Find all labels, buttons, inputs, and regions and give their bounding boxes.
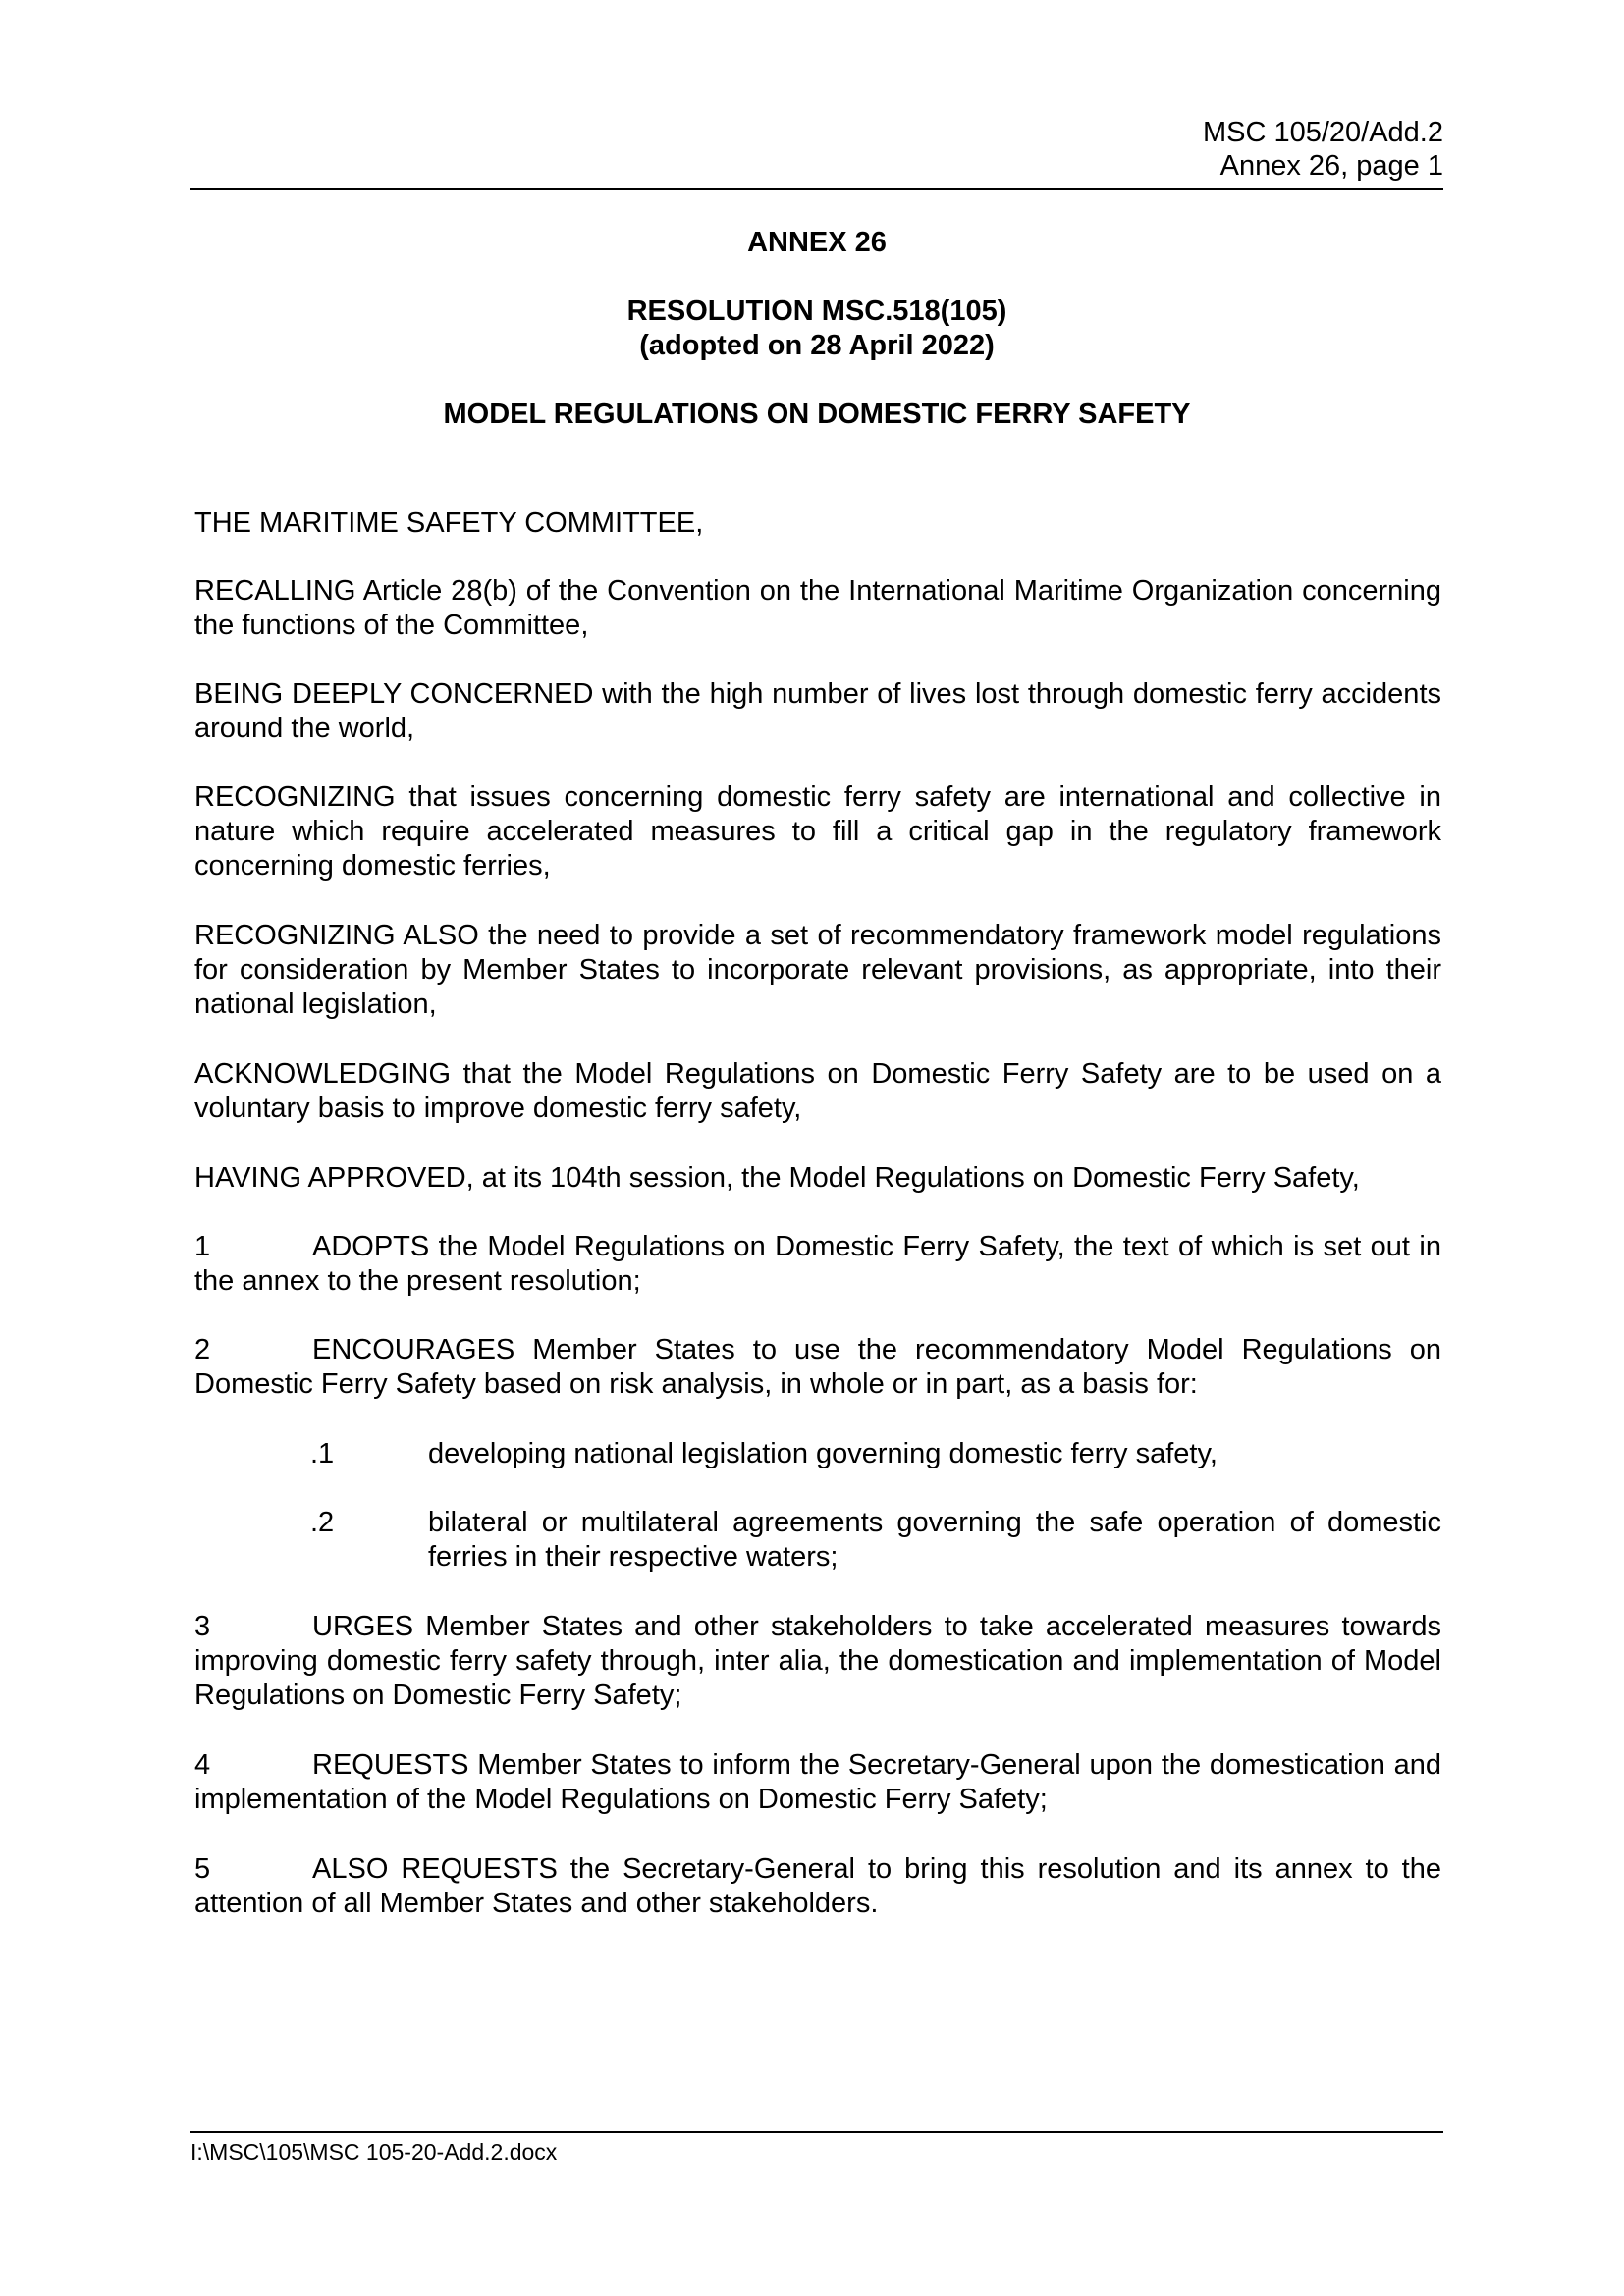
paragraph-text: ADOPTS the Model Regulations on Domestic Ferry Safety, the text of which is set out in the annex to the present resolution; [194, 1231, 1441, 1297]
preamble-concerned: BEING DEEPLY CONCERNED with the high number of lives lost through domestic ferry accidents around the world, [194, 678, 1441, 744]
preamble-recalling: RECALLING Article 28(b) of the Convention on the International Maritime Organization concerning the functions of the Committee, [194, 575, 1441, 641]
page-reference: Annex 26, page 1 [1219, 150, 1443, 182]
preamble-recognizing-also: RECOGNIZING ALSO the need to provide a set of recommendatory framework model regulations for consideration by Member States to incorporate relevant provisions, as appropriate, into their national legislation, [194, 920, 1441, 1020]
paragraph-text: REQUESTS Member States to inform the Secretary-General upon the domestication and implementation of the Model Regulations on Domestic Ferry Safety; [194, 1749, 1441, 1815]
subitem-text: developing national legislation governing domestic ferry safety, [428, 1438, 1218, 1469]
preamble-having-approved: HAVING APPROVED, at its 104th session, the Model Regulations on Domestic Ferry Safety, [194, 1162, 1360, 1194]
paragraph-number: 3 [194, 1611, 211, 1642]
file-path: I:\MSC\105\MSC 105-20-Add.2.docx [190, 2139, 558, 2164]
adoption-date: (adopted on 28 April 2022) [639, 330, 995, 361]
paragraph-number: 5 [194, 1853, 211, 1885]
document-symbol: MSC 105/20/Add.2 [1202, 117, 1443, 148]
preamble-recognizing: RECOGNIZING that issues concerning domestic ferry safety are international and collective in nature which require accelerated measures to fill a critical gap in the regulatory framework concerning domestic ferries, [194, 781, 1441, 881]
footer-divider [190, 2131, 1443, 2133]
preamble-committee: THE MARITIME SAFETY COMMITTEE, [194, 507, 704, 539]
operative-paragraph-5 [194, 1852, 1441, 1921]
subitem-1 [310, 1437, 1441, 1471]
resolution-title: RESOLUTION MSC.518(105) [626, 295, 1007, 327]
paragraph-number: 1 [194, 1231, 211, 1262]
header-divider [190, 188, 1443, 190]
operative-paragraph-2 [194, 1333, 1441, 1402]
operative-paragraph-4 [194, 1748, 1441, 1817]
operative-paragraph-3 [194, 1610, 1441, 1713]
subitem-text: bilateral or multilateral agreements governing the safe operation of domestic ferries in their respective waters; [428, 1507, 1441, 1573]
preamble-acknowledging: ACKNOWLEDGING that the Model Regulations on Domestic Ferry Safety are to be used on a voluntary basis to improve domestic ferry safety, [194, 1058, 1441, 1124]
subitem-number: .2 [310, 1507, 335, 1538]
resolution-subject: MODEL REGULATIONS ON DOMESTIC FERRY SAFETY [443, 399, 1191, 430]
page-header [190, 116, 1443, 183]
paragraph-text: ENCOURAGES Member States to use the recommendatory Model Regulations on Domestic Ferry Safety based on risk analysis, in whole or in part, as a basis for: [194, 1334, 1441, 1400]
paragraph-text: URGES Member States and other stakeholders to take accelerated measures towards improving domestic ferry safety through, inter alia, the domestication and implementation of Model Regulations on Domestic Ferry Safety; [194, 1611, 1441, 1711]
subitem-2 [310, 1506, 1441, 1575]
subitem-number: .1 [310, 1438, 335, 1469]
annex-title: ANNEX 26 [747, 227, 887, 258]
operative-paragraph-1 [194, 1230, 1441, 1299]
paragraph-number: 2 [194, 1334, 211, 1365]
paragraph-number: 4 [194, 1749, 211, 1781]
paragraph-text: ALSO REQUESTS the Secretary-General to bring this resolution and its annex to the attention of all Member States and other stakeholders. [194, 1853, 1441, 1919]
